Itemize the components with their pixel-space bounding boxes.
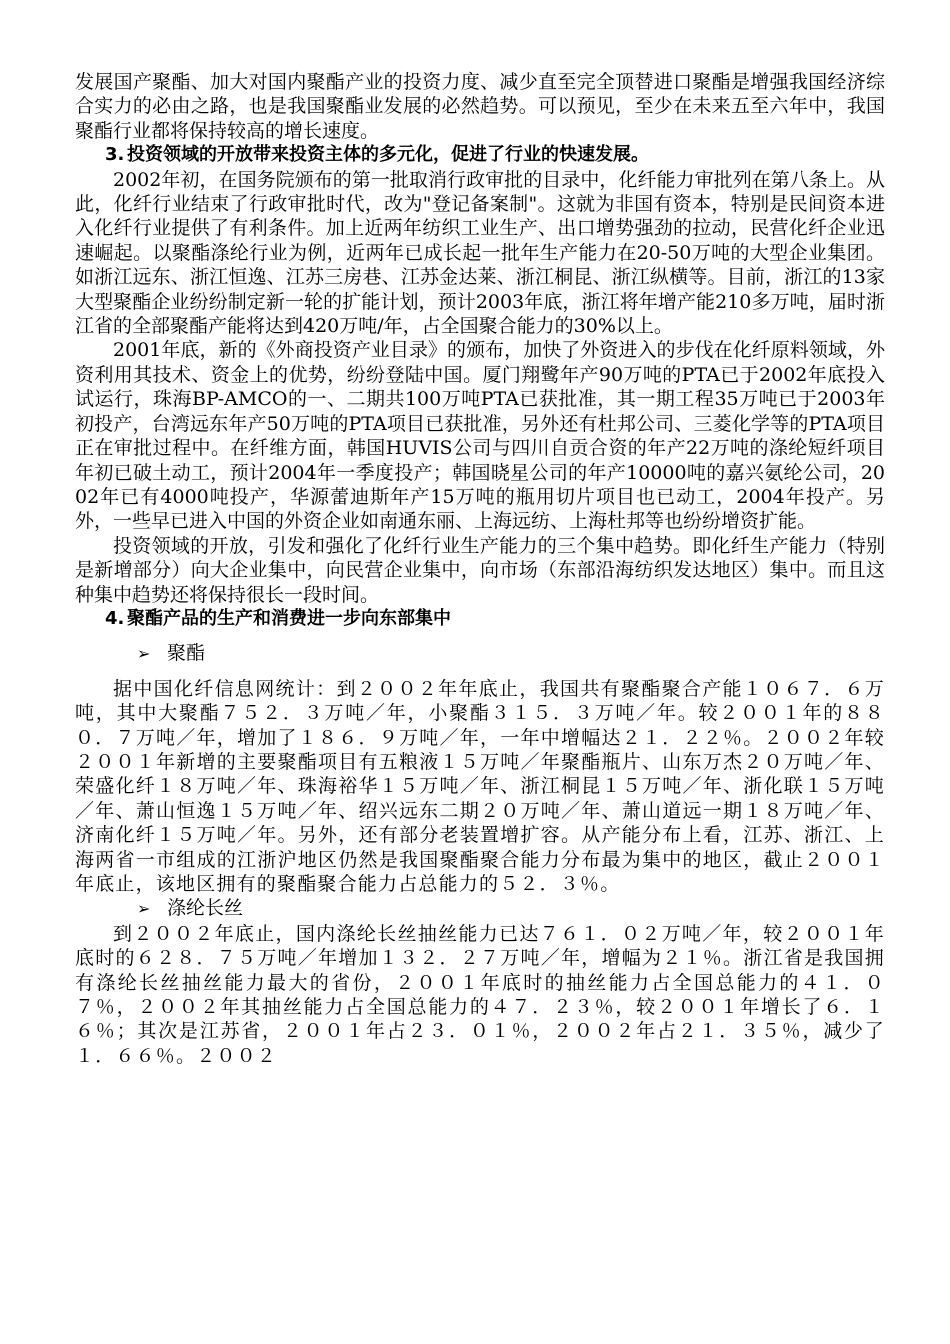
paragraph-registration-system: 2002年初，在国务院颁布的第一批取消行政审批的目录中，化纤能力审批列在第八条上。从此，化纤行业结束了行政审批时代，改为"登记备案制"。这就为非国有资本，特别是民间资本进入化纤行业提供了有利条件。加上近两年纺织工业生产、出口增势强劲的拉动，民营化纤企业迅速崛起。以聚酯涤纶行业为例，近两年已成长起一批年生产能力在20-50万吨的大型企业集团。如浙江远东、浙江恒逸、江苏三房巷、江苏金达莱、浙江桐昆、浙江纵横等。目前，浙江的13家大型聚酯企业纷纷制定新一轮的扩能计划，预计2003年底，浙江将年增产能210多万吨，届时浙江省的全部聚酯产能将达到420万吨/年，占全国聚合能力的30%以上。 <box>75 168 885 338</box>
section-heading-4 <box>75 607 885 631</box>
document-page <box>75 70 885 1068</box>
bullet-polyester <box>75 641 885 666</box>
paragraph-foreign-investment: 2001年底，新的《外商投资产业目录》的颁布，加快了外资进入的步伐在化纤原料领域，外资利用其技术、资金上的优势，纷纷登陆中国。厦门翔鹭年产90万吨的PTA已于2002年底投入试运行，珠海BP-AMCO的一、二期共100万吨PTA已获批准，其一期工程35万吨已于2003年初投产，台湾远东年产50万吨的PTA项目已获批准，另外还有杜邦公司、三菱化学等的PTA项目正在审批过程中。在纤维方面，韩国HUVIS公司与四川自贡合资的年产22万吨的涤纶短纤项目年初已破土动工，预计2004年一季度投产；韩国晓星公司的年产10000吨的嘉兴氨纶公司，2002年已有4000吨投产，华源蕾迪斯年产15万吨的瓶用切片项目也已动工，2004年投产。另外，一些早已进入中国的外资企业如南通东丽、上海远纺、上海杜邦等也纷纷增资扩能。 <box>75 339 885 533</box>
section-heading-3 <box>75 143 885 167</box>
arrow-bullet-icon: ➢ <box>137 644 151 664</box>
bullet-filament <box>75 896 885 921</box>
bullet-label-filament: 涤纶长丝 <box>167 897 244 920</box>
paragraph-filament-capacity: 到２００２年底止，国内涤纶长丝抽丝能力已达７６１．０２万吨／年，较２００１年底时的６２８．７５万吨／年增加１３２．２７万吨／年，增幅为２１％。浙江省是我国拥有涤纶长丝抽丝能力最大的省份，２００１年底时的抽丝能力占全国总能力的４１．０７％，２００２年其抽丝能力占全国总能力的４７．２３％，较２００１年增长了６．１６％；其次是江苏省，２００１年占２３．０１％，２００２年占２１．３５％，减少了１．６６％。２００２ <box>75 922 885 1067</box>
section-title-3: 投资领域的开放带来投资主体的多元化，促进了行业的快速发展。 <box>127 144 649 166</box>
arrow-bullet-icon: ➢ <box>137 899 151 919</box>
section-number-4: 4. <box>105 607 125 629</box>
bullet-label-polyester: 聚酯 <box>167 642 206 665</box>
section-title-4: 聚酯产品的生产和消费进一步向东部集中 <box>127 607 451 629</box>
paragraph-concentration-trends: 投资领域的开放，引发和强化了化纤行业生产能力的三个集中趋势。即化纤生产能力（特别是新增部分）向大企业集中，向民营企业集中，向市场（东部沿海纺织发达地区）集中。而且这种集中趋势还将保持很长一段时间。 <box>75 534 885 606</box>
section-number-3: 3. <box>105 144 125 166</box>
paragraph-polyester-capacity: 据中国化纤信息网统计：到２００２年年底止，我国共有聚酯聚合产能１０６７．６万吨，其中大聚酯７５２．３万吨／年，小聚酯３１５．３万吨／年。较２００１年的８８０．７万吨／年，增加了１８６．９万吨／年，一年中增幅达２１．２２％。２００２年较２００１年新增的主要聚酯项目有五粮液１５万吨／年聚酯瓶片、山东万杰２０万吨／年、荣盛化纤１８万吨／年、珠海裕华１５万吨／年、浙江桐昆１５万吨／年、浙化联１５万吨／年、萧山恒逸１５万吨／年、绍兴远东二期２０万吨／年、萧山道远一期１８万吨／年、济南化纤１５万吨／年。另外，还有部分老装置增扩容。从产能分布上看，江苏、浙江、上海两省一市组成的江浙沪地区仍然是我国聚酯聚合能力分布最为集中的地区，截止２００１年底止，该地区拥有的聚酯聚合能力占总能力的５２．３％。 <box>75 677 885 895</box>
paragraph-intro-continuation: 发展国产聚酯、加大对国内聚酯产业的投资力度、减少直至完全顶替进口聚酯是增强我国经济综合实力的必由之路，也是我国聚酯业发展的必然趋势。可以预见，至少在未来五至六年中，我国聚酯行业都将保持较高的增长速度。 <box>75 71 885 142</box>
